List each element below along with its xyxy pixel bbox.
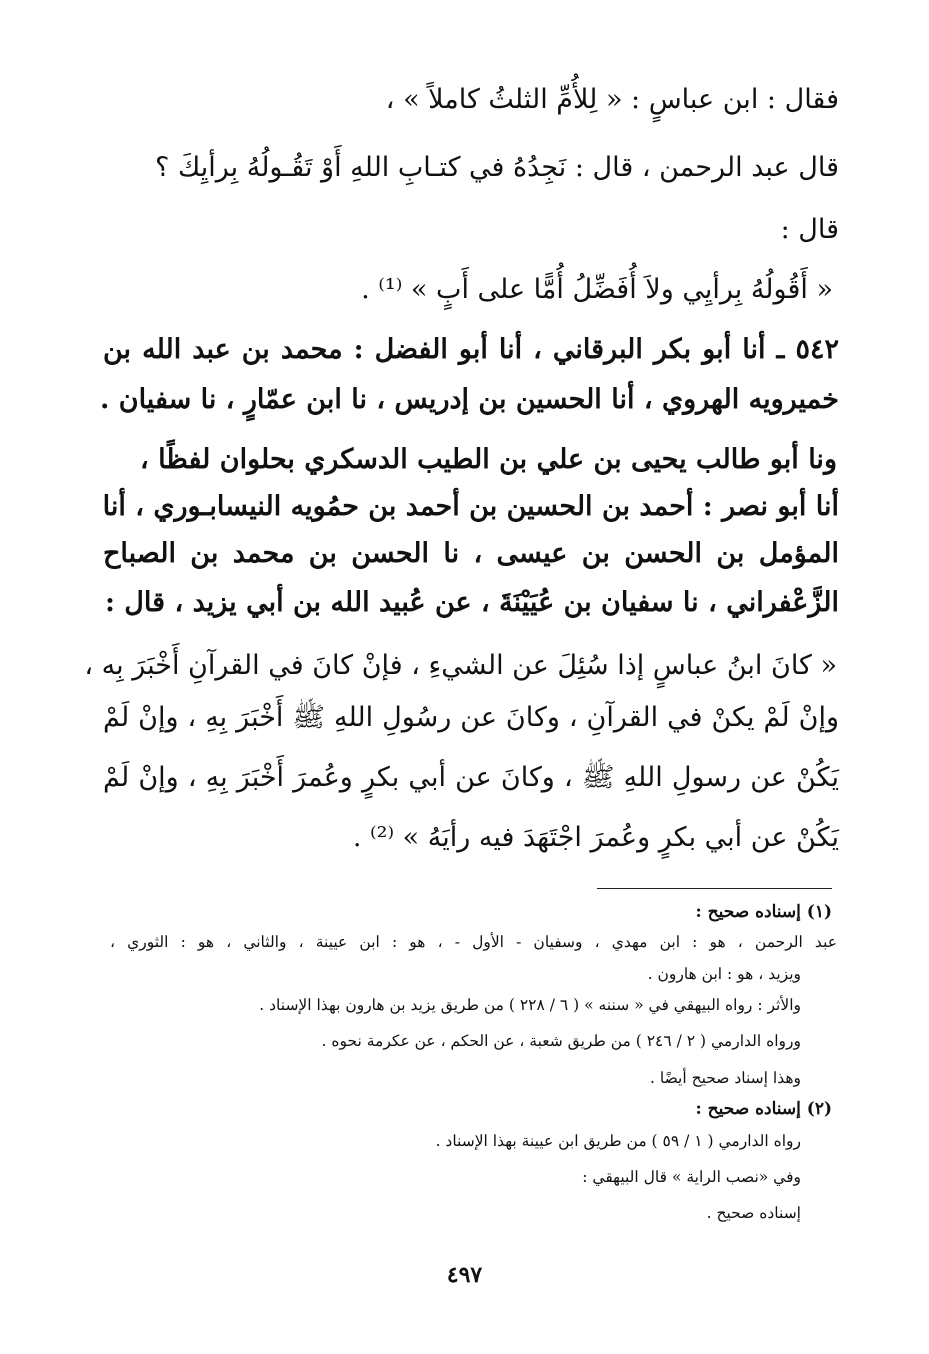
quoted-line: « أَقُولُهُ بِرأيِي ولاَ أُفَضِّلُ أُمًّا على أَبٍ » ⁽¹⁾ . [361,274,833,305]
body-line: قال عبد الرحمن ، قال : نَجِدُهُ في كتـابِ اللهِ أَوْ تَقُـولُهُ بِرأيِكَ ؟ [155,152,839,183]
footnote-line: رواه الدارمي ( ١ / ٥٩ ) من طريق ابن عيينة بهذا الإسناد . [435,1132,801,1150]
hadith-isnad-line: أنا أبو نصر : أحمد بن الحسين بن أحمد بن حمُويه النيسابـوري ، أنا [102,491,839,522]
hadith-isnad-line: المؤمل بن الحسن بن عيسى ، نا الحسن بن محمد بن الصباح [103,538,839,569]
footnote-heading: (٢) إسناده صحيح : [695,1099,832,1119]
hadith-isnad-line: خميرويه الهروي ، أنا الحسين بن إدريس ، نا ابن عمّارٍ ، نا سفيان . [99,384,839,415]
footnote-line: عبد الرحمن ، هو : ابن مهدي ، وسفيان - الأول - ، هو : ابن عيينة ، والثاني ، هو : الثوري ، [110,933,837,951]
footnote-line: ورواه الدارمي ( ٢ / ٢٤٦ ) من طريق شعبة ، عن الحكم ، عن عكرمة نحوه . [321,1032,801,1050]
hadith-isnad-line: ٥٤٢ ـ أنا أبو بكر البرقاني ، أنا أبو الفضل : محمد بن عبد الله بن [103,334,839,365]
footnote-line: وهذا إسناد صحيح أيضًا . [650,1069,801,1087]
body-line: قال : [780,214,839,245]
hadith-text-line: وإنْ لَمْ يكنْ في القرآنِ ، وكانَ عن رسُولِ اللهِ ﷺ أَخْبَرَ بِهِ ، وإنْ لَمْ [103,702,839,733]
body-line: فقال : ابن عباسٍ : « لِلأُمِّ الثلثُ كاملاً » ، [385,84,839,115]
hadith-text-line: يَكُنْ عن أبي بكرٍ وعُمرَ اجْتَهَدَ فيه رأيَهُ » ⁽²⁾ . [352,822,839,853]
footnote-heading: (١) إسناده صحيح : [695,902,832,922]
footnote-separator [597,888,832,889]
footnote-line: ويزيد ، هو : ابن هارون . [647,965,801,983]
footnote-line: وفي «نصب الراية » قال البيهقي : [582,1168,801,1186]
hadith-text-line: « كانَ ابنُ عباسٍ إذا سُئِلَ عن الشيءِ ، فإنْ كانَ في القرآنِ أَخْبَرَ بِه ، [84,650,837,681]
hadith-isnad-line: ونا أبو طالب يحيى بن علي بن الطيب الدسكري بحلوان لفظًا ، [139,444,837,475]
page-number: ٤٩٧ [446,1262,483,1288]
hadith-isnad-line: الزَّعْفراني ، نا سفيان بن عُيَيْنَةَ ، عن عُبيد الله بن أبي يزيد ، قال : [104,587,839,618]
footnote-line: إسناده صحيح . [706,1204,801,1222]
footnote-line: والأثر : رواه البيهقي في « سننه » ( ٦ / ٢٢٨ ) من طريق يزيد بن هارون بهذا الإسناد . [259,996,801,1014]
hadith-text-line: يَكُنْ عن رسولِ اللهِ ﷺ ، وكانَ عن أبي بكرٍ وعُمرَ أَخْبَرَ بِهِ ، وإنْ لَمْ [103,762,839,793]
